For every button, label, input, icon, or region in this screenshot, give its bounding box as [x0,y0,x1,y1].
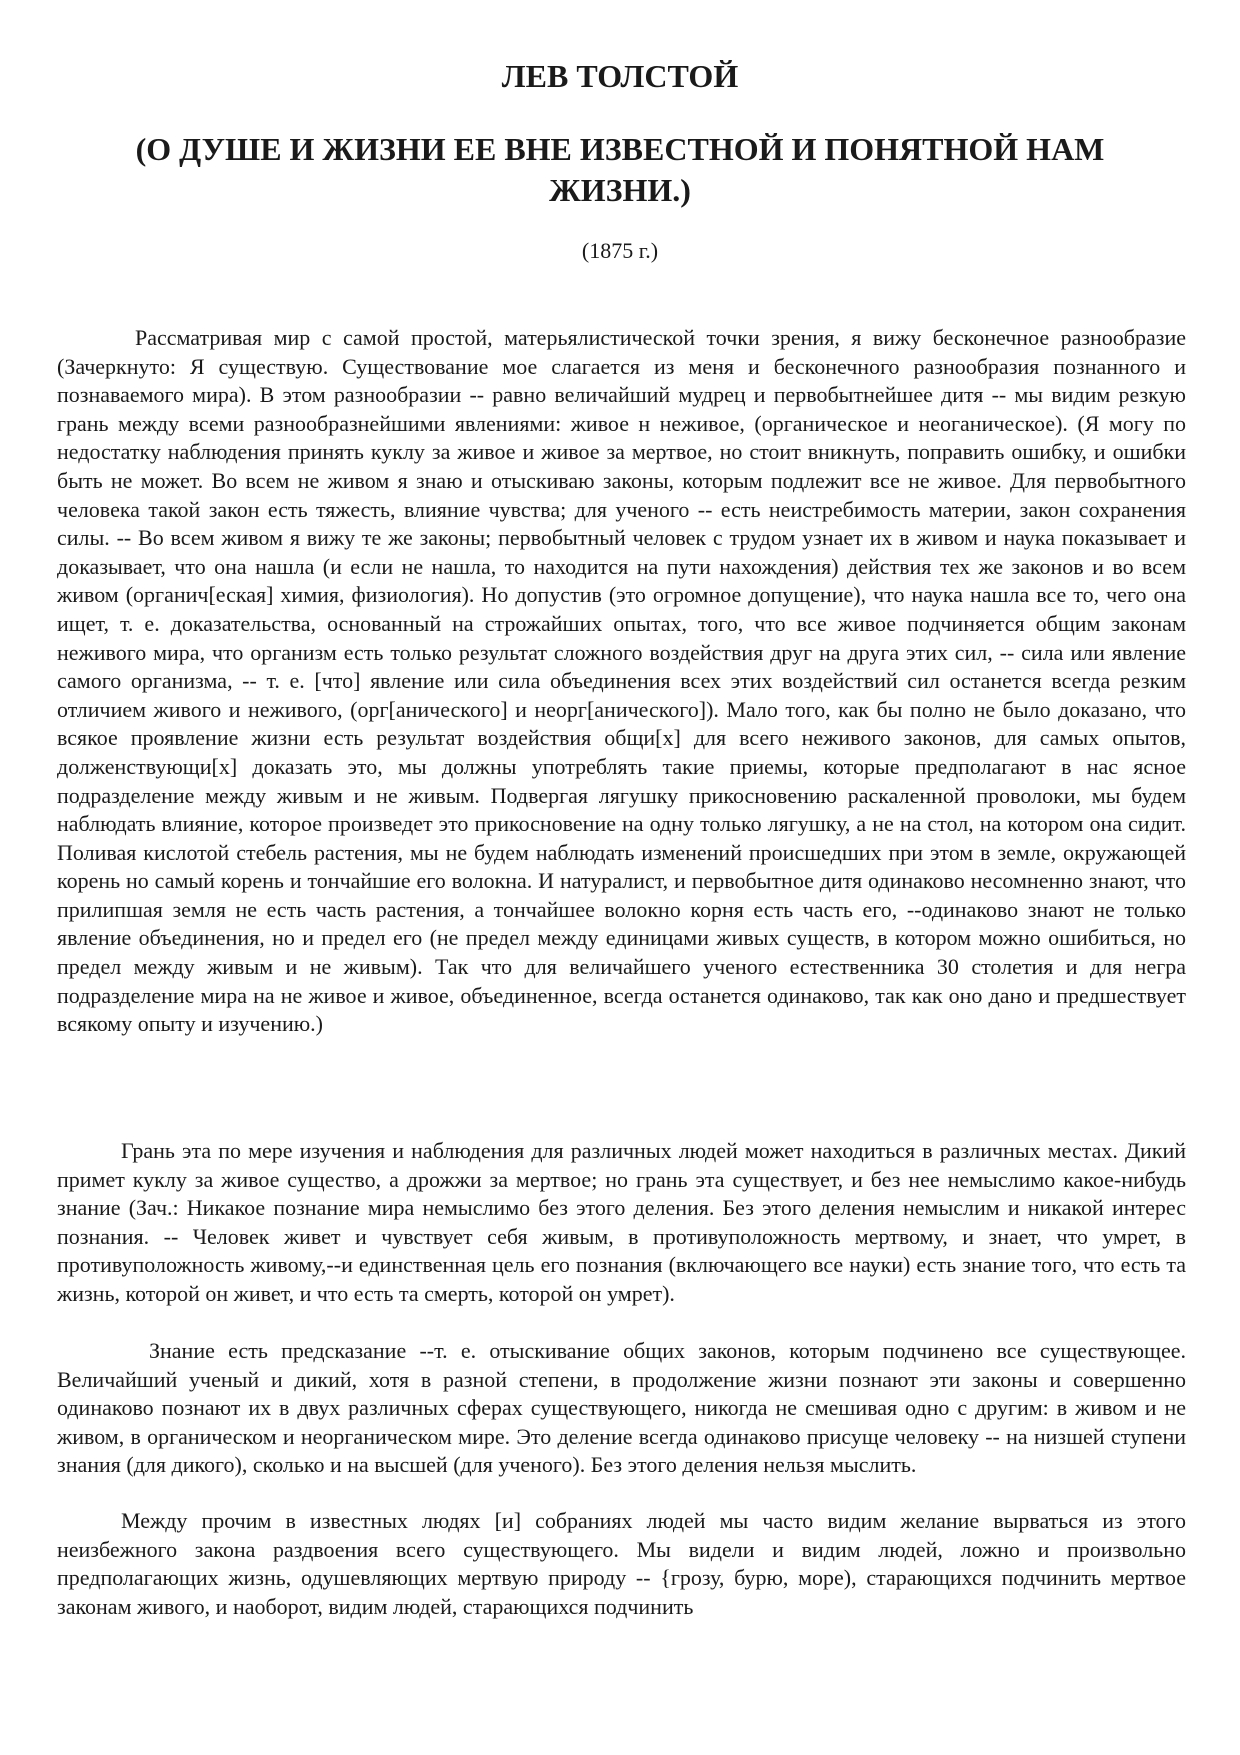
document-title: (О ДУШЕ И ЖИЗНИ ЕЕ ВНЕ ИЗВЕСТНОЙ И ПОНЯТНОЙ НАМ ЖИЗНИ.) [135,131,1105,208]
body-paragraph: Знание есть предсказание --т. е. отыскивание общих законов, которым подчинено все существующее. Величайший ученый и дикий, хотя в разной степени, в продолжение жизни познают эти законы и совершенно одинаково познают их в двух различных сферах существующего, никогда не смешивая одно с другим: в живом и не живом, в органическом и неорганическом мире. Это деление всегда одинаково присуще человеку -- на низшей ступени знания (для дикого), сколько и на высшей (для ученого). Без этого деления нельзя мыслить. [57,1338,1186,1478]
paragraph-block [57,324,1186,1039]
body-paragraph: Рассматривая мир с самой простой, матерьялистической точки зрения, я вижу бесконечное разнообразие (Зачеркнуто: Я существую. Существование мое слагается из меня и бесконечного разнообразия познанного и познаваемого мира). В этом разнообразии -- равно величайший мудрец и первобытнейшее дитя -- мы видим резкую грань между всеми разнообразнейшими явлениями: живое н неживое, (органическое и неоганическое). (Я могу по недостатку наблюдения принять куклу за живое и живое за мертвое, но стоит вникнуть, поправить ошибку, и ошибки быть не может. Во всем не живом я знаю и отыскиваю законы, которым подлежит все не живое. Для первобытного человека такой закон есть тяжесть, влияние чувства; для ученого -- есть неистребимость материи, закон сохранения силы. -- Во всем живом я вижу те же законы; первобытный человек с трудом узнает их в живом и наука показывает и доказывает, что она нашла (и если не нашла, то находится на пути нахождения) действия тех же законов и во всем живом (органич[еская] химия, физиология). Но допустив (это огромное допущение), что наука нашла все то, чего она ищет, т. е. доказательства, основанный на строжайших опытах, того, что все живое подчиняется общим законам неживого мира, что организм есть только результат сложного воздействия друг на друга этих сил, -- сила или явление самого организма, -- т. е. [что] явление или сила объединения всех этих воздействий сил останется всегда резким отличием живого и неживого, (орг[анического] и неорг[анического]). Мало того, как бы полно не было доказано, что всякое проявление жизни есть результат воздействия общи[х] для всего неживого законов, для самых опытов, долженствующи[х] доказать это, мы должны употреблять такие приемы, которые предполагают в нас ясное подразделение между живым и не живым. Подвергая лягушку прикосновению раскаленной проволоки, мы будем наблюдать влияние, которое произведет это прикосновение на одну только лягушку, а не на стол, на котором она сидит. Поливая кислотой стебель растения, мы не будем наблюдать изменений происшедших при этом в земле, окружающей корень но самый корень и тончайшие его волокна. И натуралист, и первобытное дитя одинаково несомненно знают, что прилипшая земля не есть часть растения, а тончайшее волокно корня есть часть его, --одинаково знают не только явление объединения, но и предел его (не предел между единицами живых существ, в котором можно ошибиться, но предел между живым и не живым). Так что для величайшего ученого естественника 30 столетия и для негра подразделение мира на не живое и живое, объединенное, всегда останется одинаково, так как оно дано и предшествует всякому опыту и изучению.) [57,325,1186,1037]
paragraph-block [57,1507,1186,1621]
body-paragraph: Грань эта по мере изучения и наблюдения для различных людей может находиться в различных местах. Дикий примет куклу за живое существо, а дрожжи за мертвое; но грань эта существует, и без нее немыслимо какое-нибудь знание (Зач.: Никакое познание мира немыслимо без этого деления. Без этого деления немыслим и никакой интерес познания. -- Человек живет и чувствует себя живым, в противуположность мертвому, и знает, что умрет, в противуположность живому,--и единственная цель его познания (включающего все науки) есть знание того, что есть та жизнь, которой он живет, и что есть та смерть, которой он умрет). [57,1138,1186,1306]
paragraph-block [57,1137,1186,1309]
paragraph-block [57,1337,1186,1480]
document-year: (1875 г.) [581,238,659,263]
author-heading: ЛЕВ ТОЛСТОЙ [501,58,739,94]
body-paragraph: Между прочим в известных людях [и] собраниях людей мы часто видим желание вырваться из этого неизбежного закона раздвоения всего существующего. Мы видели и видим людей, ложно и произвольно предполагающих жизнь, одушевляющих мертвую природу -- {грозу, бурю, море), старающихся подчинить мертвое законам живого, и наоборот, видим людей, старающихся подчинить [57,1508,1186,1619]
